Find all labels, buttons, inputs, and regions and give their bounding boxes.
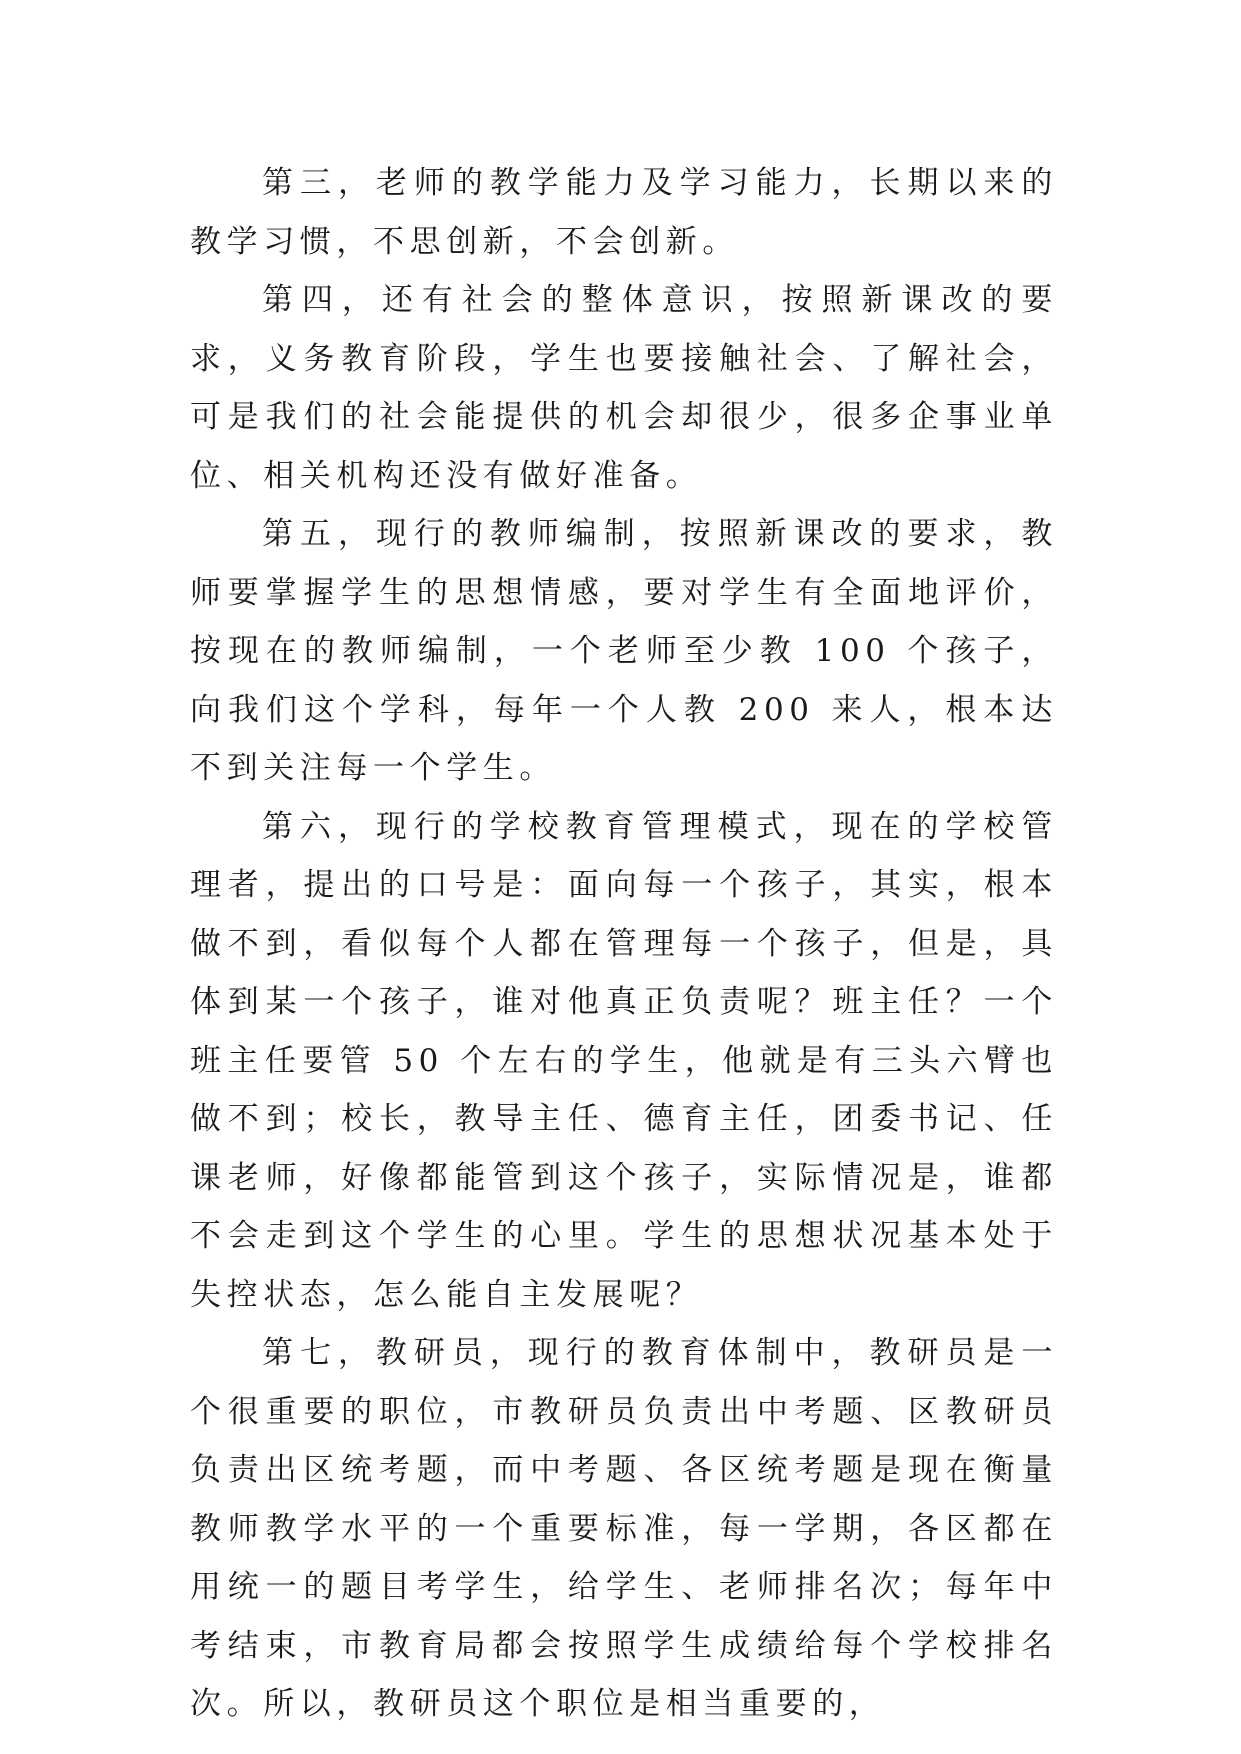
paragraph-third-point: 第三，老师的教学能力及学习能力，长期以来的教学习惯，不思创新，不会创新。 — [190, 165, 1058, 260]
paragraph-fourth-point: 第四，还有社会的整体意识，按照新课改的要求，义务教育阶段，学生也要接触社会、了解社会，可是我们的社会能提供的机会却很少，很多企事业单位、相关机构还没有做好准备。 — [190, 282, 1058, 494]
paragraph-fifth-point: 第五，现行的教师编制，按照新课改的要求，教师要掌握学生的思想情感，要对学生有全面地评价，按现在的教师编制，一个老师至少教 100 个孩子，向我们这个学科，每年一个人教 200 来人，根本达不到关注每一个学生。 — [190, 516, 1058, 786]
paragraph-seventh-point: 第七，教研员，现行的教育体制中，教研员是一个很重要的职位，市教研员负责出中考题、区教研员负责出区统考题，而中考题、各区统考题是现在衡量教师教学水平的一个重要标准，每一学期，各区都在用统一的题目考学生，给学生、老师排名次；每年中考结束，市教育局都会按照学生成绩给每个学校排名次。所以，教研员这个职位是相当重要的， — [190, 1335, 1058, 1722]
body-text — [190, 154, 1058, 1734]
paragraph-sixth-point: 第六，现行的学校教育管理模式，现在的学校管理者，提出的口号是：面向每一个孩子，其实，根本做不到，看似每个人都在管理每一个孩子，但是，具体到某一个孩子，谁对他真正负责呢？班主任？一个班主任要管 50 个左右的学生，他就是有三头六臂也做不到；校长，教导主任、德育主任，团委书记、任课老师，好像都能管到这个孩子，实际情况是，谁都不会走到这个学生的心里。学生的思想状况基本处于失控状态，怎么能自主发展呢？ — [190, 808, 1058, 1313]
